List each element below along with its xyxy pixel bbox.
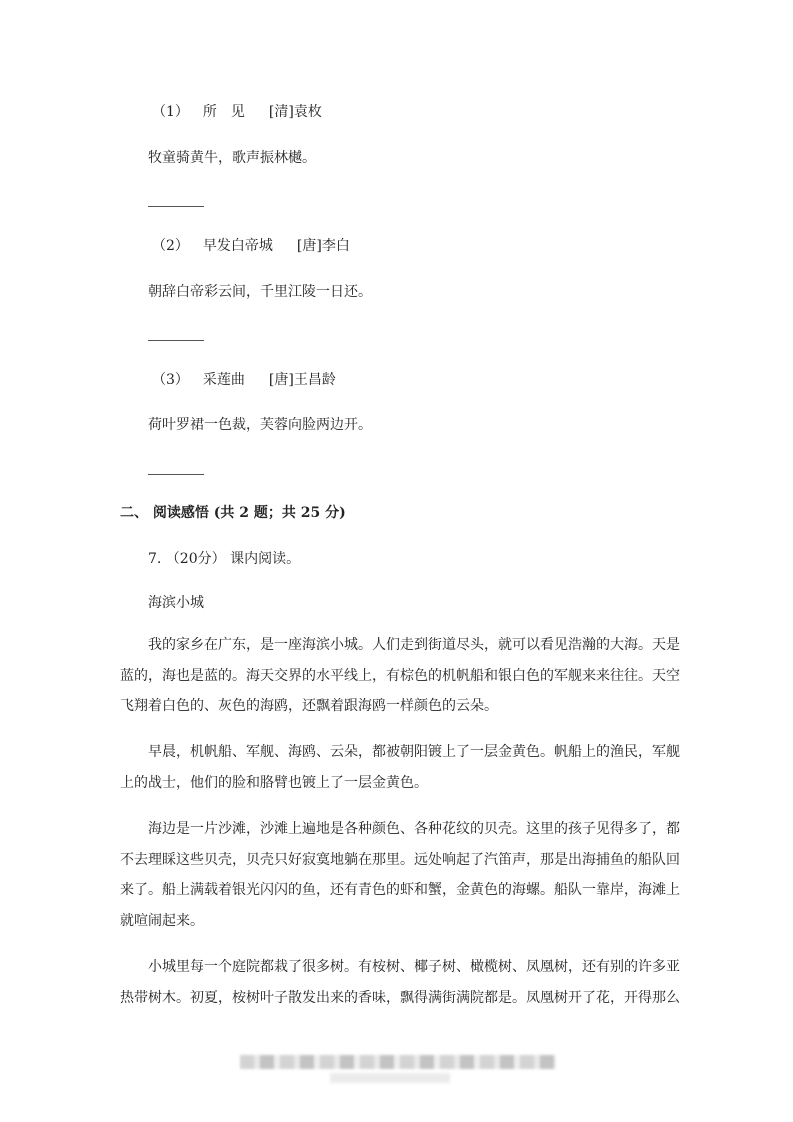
- poem-1-heading: [152, 102, 322, 122]
- poem-2-heading: [152, 236, 350, 256]
- poem-2-answer-blank[interactable]: [148, 340, 204, 341]
- poem-3-answer-blank[interactable]: [148, 474, 204, 475]
- paragraph-1: 我的家乡在广东，是一座海滨小城。人们走到街道尽头，就可以看见浩瀚的大海。天是蓝的，海也是蓝的。海天交界的水平线上，有棕色的机帆船和银白色的军舰来来往往。天空飞翔着白色的、灰色的海鸥，还飘着跟海鸥一样颜色的云朵。: [120, 637, 680, 714]
- poem-3-title: 采莲曲: [202, 372, 245, 388]
- paragraph-4: 小城里每一个庭院都栽了很多树。有桉树、椰子树、橄榄树、凤凰树，还有别的许多亚热带树木。初夏，桉树叶子散发出来的香味，飘得满街满院都是。凤凰树开了花，开得那么: [120, 959, 680, 1006]
- poem-2-number: （2）: [152, 238, 189, 254]
- section-heading: 二、 阅读感悟 (共 2 题；共 25 分): [120, 505, 346, 521]
- poem-2-author: [唐]李白: [296, 238, 350, 254]
- poem-1-author: [清]袁枚: [268, 104, 322, 120]
- article-title: 海滨小城: [148, 595, 204, 611]
- paragraph-2: 早晨，机帆船、军舰、海鸥、云朵，都被朝阳镀上了一层金黄色。帆船上的渔民，军舰上的战士，他们的脸和胳臂也镀上了一层金黄色。: [120, 744, 680, 791]
- poem-1-title: 所 见: [202, 104, 245, 120]
- poem-3-number: （3）: [152, 372, 189, 388]
- paragraph-3: 海边是一片沙滩，沙滩上遍地是各种颜色、各种花纹的贝壳。这里的孩子见得多了，都不去理睬这些贝壳，贝壳只好寂寞地躺在那里。远处响起了汽笛声，那是出海捕鱼的船队回来了。船上满载着银光闪闪的鱼，还有青色的虾和蟹，金黄色的海螺。船队一靠岸，海滩上就喧闹起来。: [120, 821, 680, 929]
- poem-1-line: 牧童骑黄牛，歌声振林樾。: [148, 150, 316, 166]
- blurred-footer-watermark-line: [330, 1073, 450, 1083]
- poem-3-author: [唐]王昌龄: [268, 372, 336, 388]
- poem-2-line: 朝辞白帝彩云间，千里江陵一日还。: [148, 284, 372, 300]
- poem-1-answer-blank[interactable]: [148, 206, 204, 207]
- poem-3-line: 荷叶罗裙一色裁，芙蓉向脸两边开。: [148, 417, 372, 433]
- poem-3-heading: [152, 370, 336, 390]
- poem-2-title: 早发白帝城: [202, 238, 273, 254]
- question-7-label: 7. （20分） 课内阅读。: [148, 551, 301, 567]
- blurred-footer-watermark: [240, 1055, 556, 1069]
- poem-1-number: （1）: [152, 104, 189, 120]
